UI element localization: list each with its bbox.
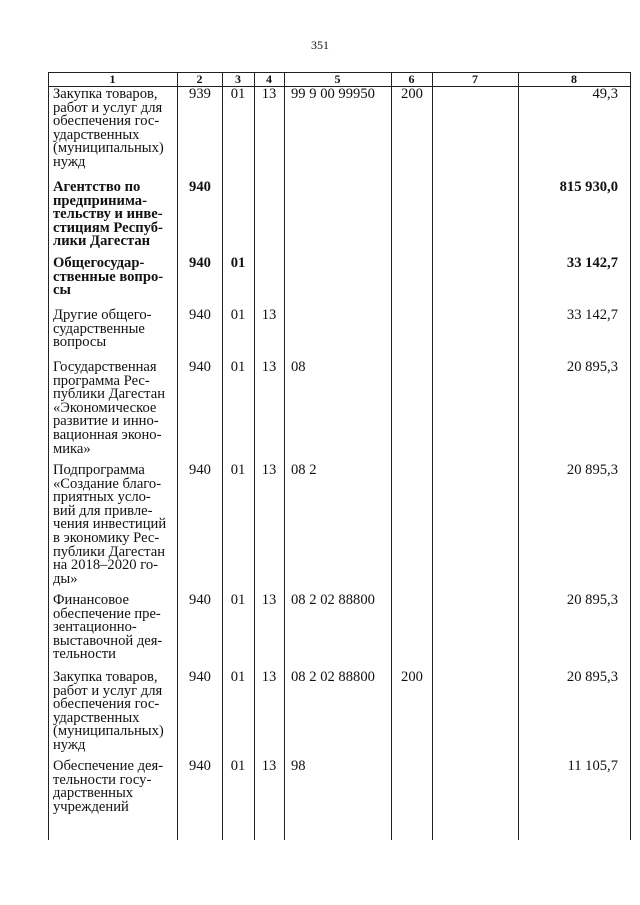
amount: 33 142,7 xyxy=(566,255,618,271)
row-name-line: публики Дагестан xyxy=(53,386,166,403)
row-name-line: вационная эконо- xyxy=(53,426,162,443)
expense-type-code: 200 xyxy=(401,86,423,102)
target-article-code: 99 9 00 99950 xyxy=(291,86,375,102)
row-name-line: (муниципальных) xyxy=(53,723,164,740)
amount: 815 930,0 xyxy=(559,179,618,195)
subsection-code: 13 xyxy=(261,592,277,608)
subsection-code: 13 xyxy=(261,86,277,102)
row-name-line: тельности госу- xyxy=(53,771,152,788)
column-header: 6 xyxy=(408,72,415,86)
subsection-code: 13 xyxy=(261,307,277,323)
grbs-code: 939 xyxy=(189,86,211,102)
row-name-line: Обеспечение дея- xyxy=(53,758,164,774)
row-name-line: обеспечения гос- xyxy=(53,113,160,130)
section-code: 01 xyxy=(230,758,246,774)
amount: 20 895,3 xyxy=(566,669,618,685)
row-name xyxy=(53,361,177,456)
row-name-line: на 2018–2020 го- xyxy=(53,557,159,574)
section-code: 01 xyxy=(230,86,246,102)
row-name-line: тельству и инве- xyxy=(53,206,163,223)
row-name-line: обеспечения гос- xyxy=(53,696,160,713)
grbs-code: 940 xyxy=(189,592,211,608)
row-name-line: Финансовое xyxy=(53,592,129,608)
column-divider xyxy=(254,72,255,840)
row-name-line: работ и услуг для xyxy=(53,99,163,116)
row-name-line: вопросы xyxy=(53,334,107,351)
grbs-code: 940 xyxy=(189,179,211,195)
amount: 11 105,7 xyxy=(567,758,618,774)
row-name-line: (муниципальных) xyxy=(53,140,164,157)
row-name-line: ственные вопро- xyxy=(53,268,164,285)
row-name-line: Государственная xyxy=(53,359,157,375)
row-name xyxy=(53,594,177,662)
subsection-code: 13 xyxy=(261,758,277,774)
amount: 20 895,3 xyxy=(566,592,618,608)
row-name-line: в экономику Рес- xyxy=(53,529,160,546)
row-name-line: предпринима- xyxy=(53,192,147,209)
row-name-line: ударственных xyxy=(53,709,140,726)
row-name-line: нужд xyxy=(53,736,86,753)
row-name-line: работ и услуг для xyxy=(53,682,163,699)
section-code: 01 xyxy=(230,307,246,323)
row-name-line: зентационно- xyxy=(53,619,137,636)
section-code: 01 xyxy=(230,255,246,271)
amount: 20 895,3 xyxy=(566,359,618,375)
column-divider xyxy=(284,72,285,840)
grbs-code: 940 xyxy=(189,255,211,271)
section-code: 01 xyxy=(230,669,246,685)
column-header: 2 xyxy=(196,72,203,86)
row-name-line: тельности xyxy=(53,646,116,663)
row-name-line: приятных усло- xyxy=(53,489,151,506)
column-divider xyxy=(432,72,433,840)
grbs-code: 940 xyxy=(189,462,211,478)
amount: 49,3 xyxy=(592,86,618,102)
section-code: 01 xyxy=(230,359,246,375)
column-header: 3 xyxy=(235,72,241,86)
column-divider xyxy=(222,72,223,840)
row-name-line: учреждений xyxy=(53,798,129,815)
row-name-line: Общегосудар- xyxy=(53,255,145,271)
grbs-code: 940 xyxy=(189,359,211,375)
target-article-code: 08 2 02 88800 xyxy=(291,592,375,608)
row-name-line: программа Рес- xyxy=(53,372,150,389)
row-name-line: «Создание благо- xyxy=(53,475,162,492)
row-name xyxy=(53,181,177,249)
row-name-line: развитие и инно- xyxy=(53,413,159,430)
row-name-line: Другие общего- xyxy=(53,307,152,323)
amount: 33 142,7 xyxy=(566,307,618,323)
row-name-line: стициям Респуб- xyxy=(53,219,163,236)
target-article-code: 08 2 xyxy=(291,462,317,478)
row-name-line: обеспечение пре- xyxy=(53,605,161,622)
column-divider xyxy=(518,72,519,840)
target-article-code: 08 xyxy=(291,359,306,375)
row-name xyxy=(53,309,177,350)
column-header: 8 xyxy=(571,72,577,86)
section-code: 01 xyxy=(230,592,246,608)
row-name-line: выставочной дея- xyxy=(53,632,163,649)
row-name-line: сударственные xyxy=(53,320,145,337)
section-code: 01 xyxy=(230,462,246,478)
row-name-line: дарственных xyxy=(53,785,134,802)
row-name-line: вий для привле- xyxy=(53,502,153,519)
column-header: 7 xyxy=(472,72,478,86)
row-name-line: нужд xyxy=(53,153,86,170)
page-number: 351 xyxy=(311,38,329,52)
row-name-line: мика» xyxy=(53,440,91,457)
row-name-line: Закупка товаров, xyxy=(53,86,158,102)
row-name-line: ударственных xyxy=(53,126,140,143)
target-article-code: 98 xyxy=(291,758,306,774)
row-name-line: ды» xyxy=(53,570,78,587)
row-name xyxy=(53,464,177,586)
column-header: 5 xyxy=(334,72,341,86)
table-right-border xyxy=(630,72,631,840)
expense-type-code: 200 xyxy=(401,669,423,685)
grbs-code: 940 xyxy=(189,758,211,774)
column-header: 1 xyxy=(109,72,116,86)
grbs-code: 940 xyxy=(189,669,211,685)
row-name xyxy=(53,88,177,170)
amount: 20 895,3 xyxy=(566,462,618,478)
row-name xyxy=(53,671,177,753)
row-name-line: публики Дагестан xyxy=(53,543,166,560)
column-header: 4 xyxy=(266,72,272,86)
table-left-border xyxy=(48,72,49,840)
subsection-code: 13 xyxy=(261,462,277,478)
row-name-line: Подпрограмма xyxy=(53,462,145,478)
row-name xyxy=(53,257,177,298)
row-name-line: Закупка товаров, xyxy=(53,669,158,685)
row-name xyxy=(53,760,177,814)
subsection-code: 13 xyxy=(261,669,277,685)
row-name-line: чения инвестиций xyxy=(53,516,167,533)
row-name-line: лики Дагестан xyxy=(53,233,151,250)
column-divider xyxy=(391,72,392,840)
subsection-code: 13 xyxy=(261,359,277,375)
grbs-code: 940 xyxy=(189,307,211,323)
row-name-line: сы xyxy=(53,282,71,299)
row-name-line: «Экономическое xyxy=(53,399,157,416)
row-name-line: Агентство по xyxy=(53,179,141,195)
target-article-code: 08 2 02 88800 xyxy=(291,669,375,685)
